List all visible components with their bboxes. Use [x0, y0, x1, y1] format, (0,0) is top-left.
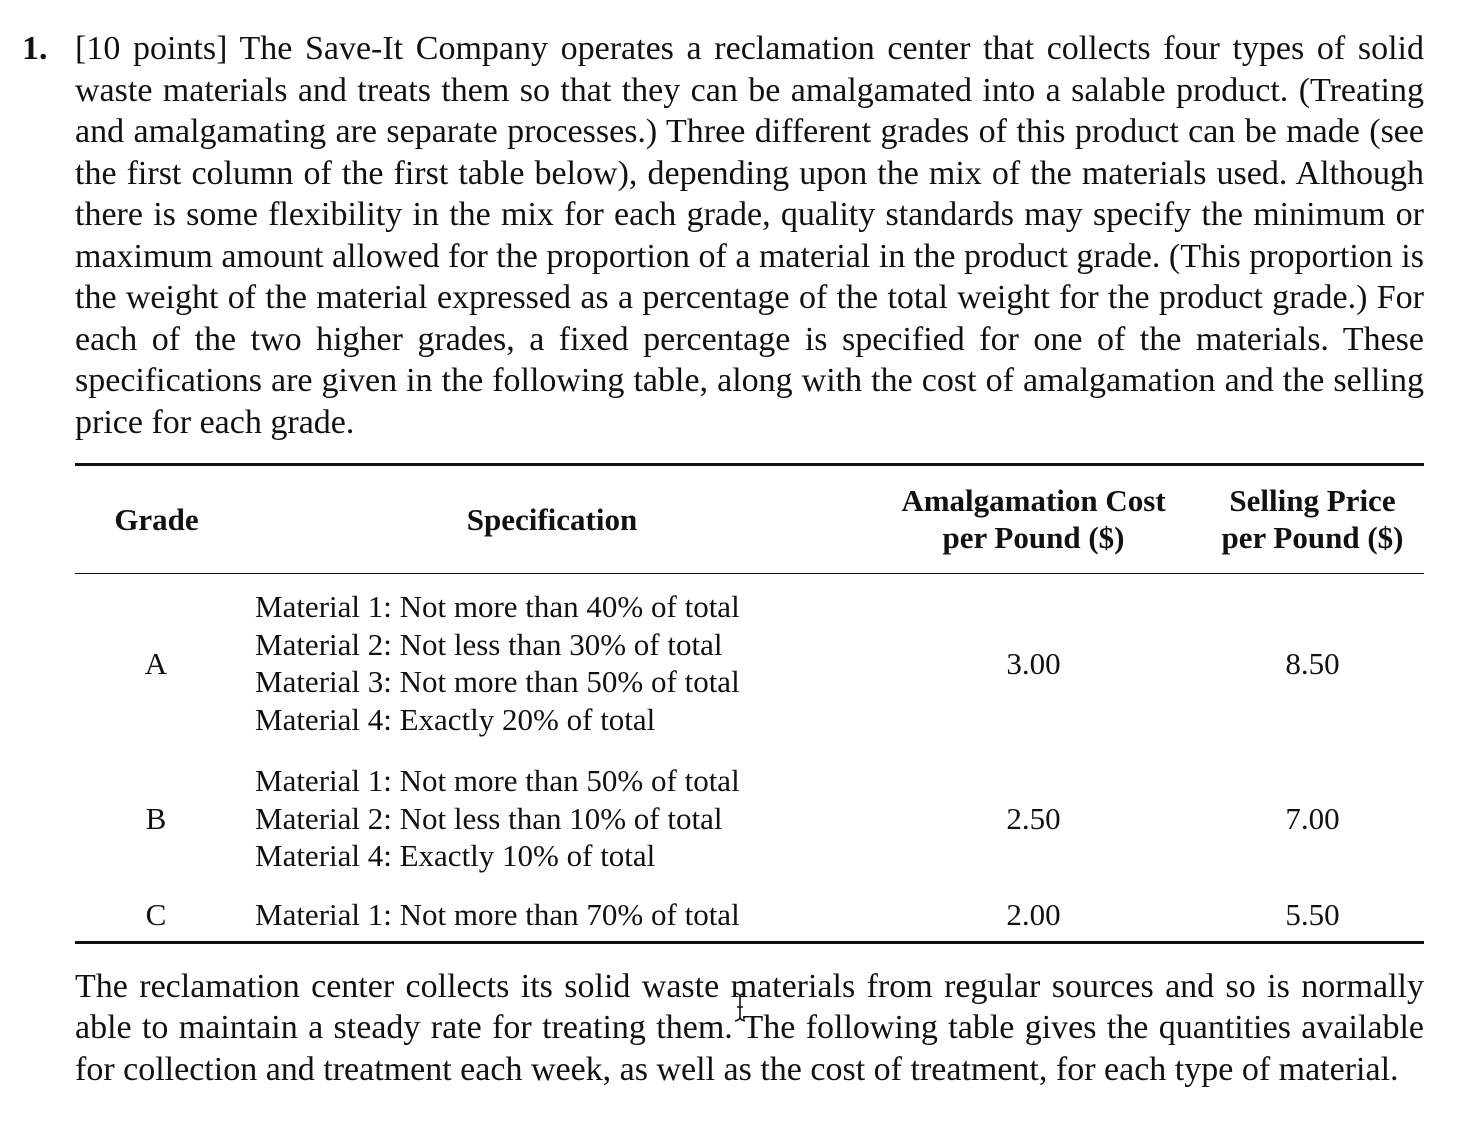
cost-cell: 2.50 [1006, 800, 1061, 836]
grade-cell: C [145, 896, 167, 932]
grade-cell: A [144, 645, 168, 681]
spec-line: Material 1: Not more than 40% of total [255, 589, 740, 624]
header-grade: Grade [114, 501, 199, 537]
table-row [75, 744, 1424, 880]
spec-line: Material 3: Not more than 50% of total [255, 664, 740, 700]
price-cell: 5.50 [1285, 896, 1340, 932]
spec-line: Material 1: Not more than 70% of total [255, 896, 740, 932]
price-cell: 8.50 [1285, 645, 1340, 681]
grade-cell: B [145, 800, 167, 836]
problem-after-table: The reclamation center collects its solid waste materials from regular sources and so is normally able to maintain a steady rate for treating them. The following table gives the quantities available for collection and treatment each week, as well as the cost of treatment, for each type of material. [75, 967, 1424, 1088]
header-cost-line1: Amalgamation Cost [901, 483, 1166, 518]
header-price-line1: Selling Price [1229, 483, 1396, 518]
cost-cell: 2.00 [1006, 896, 1061, 932]
specification-table-wrapper [75, 463, 1424, 944]
specification-table [75, 463, 1424, 944]
spec-line: Material 2: Not less than 30% of total [255, 626, 723, 662]
problem-intro: [10 points] The Save-It Company operates a reclamation center that collects four types of solid waste materials and treats them so that they can be amalgamated into a salable product. (Treating and amalgamating are separate processes.) Three different grades of this product can be made (see the first column of the first table below), depending upon the mix of the materials used. Although there is some flexibility in the mix for each grade, quality standards may specify the minimum or maximum amount allowed for the proportion of a material in the product grade. (This proportion is the weight of the material expressed as a percentage of the total weight for the product grade.) For each of the two higher grades, a fixed percentage is specified for one of the materials. These specifications are given in the following table, along with the cost of amalgamation and the selling price for each grade. [75, 30, 1424, 441]
spec-line: Material 4: Exactly 20% of total [255, 702, 656, 738]
text-cursor-icon [733, 992, 747, 1022]
table-row [75, 574, 1424, 744]
header-selling-price [1201, 465, 1424, 574]
problem-number: 1. [22, 30, 48, 67]
spec-line: Material 2: Not less than 10% of total [255, 800, 723, 836]
specification-cell [238, 574, 866, 744]
spec-line: Material 1: Not more than 50% of total [255, 762, 740, 798]
header-cost-line2: per Pound ($) [942, 520, 1125, 555]
price-cell: 7.00 [1285, 800, 1340, 836]
header-price-line2: per Pound ($) [1221, 520, 1404, 555]
table-row [75, 880, 1424, 942]
header-amalgamation-cost [866, 465, 1201, 574]
specification-cell [238, 744, 866, 880]
specification-cell [238, 880, 866, 942]
header-specification: Specification [466, 501, 638, 537]
spec-line: Material 4: Exactly 10% of total [255, 838, 656, 874]
problem-block [22, 28, 1424, 1090]
cost-cell: 3.00 [1006, 645, 1061, 681]
table-header-row [75, 465, 1424, 574]
